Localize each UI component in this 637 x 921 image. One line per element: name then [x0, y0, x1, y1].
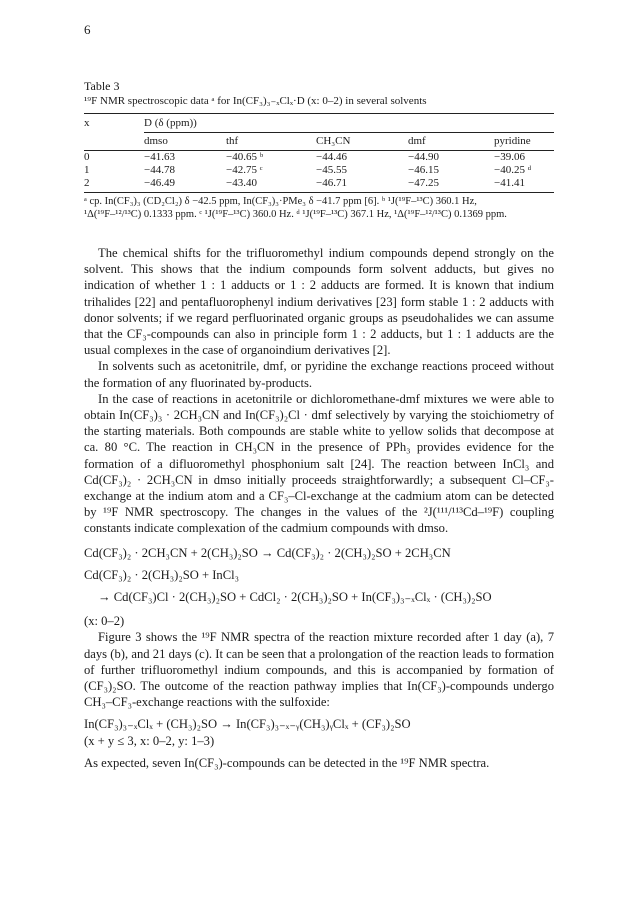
table-cell: −46.49: [144, 177, 175, 189]
table-row: [84, 151, 554, 164]
equation-condition: (x: 0–2): [84, 614, 125, 629]
table-cell: 2: [84, 177, 90, 189]
table-cell: −40.65 ᵇ: [226, 151, 264, 163]
table-cell: −45.55: [316, 164, 347, 176]
table-cell: −43.40: [226, 177, 257, 189]
table-cell: −44.90: [408, 151, 439, 163]
equation: In(CF₃)₃₋ₓClₓ + (CH₃)₂SO → In(CF₃)₃₋ₓ₋ᵧ(CH₃)ᵧClₓ + (CF₃)₂SO: [84, 717, 411, 732]
table-cell: −42.75 ᶜ: [226, 164, 263, 176]
table-cell: 0: [84, 151, 90, 163]
body-text: [84, 245, 554, 771]
solvent-header: pyridine: [494, 135, 531, 147]
equation-condition: (x + y ≤ 3, x: 0–2, y: 1–3): [84, 733, 215, 748]
table-footnote: ᵃ cp. In(CF₃)₃ (CD₂Cl₂) δ −42.5 ppm, In(CF₃)₃·PMe₃ δ −41.7 ppm [6]. ᵇ ¹J(¹⁹F–¹³C) 360.1 Hz,: [84, 196, 477, 207]
equation: Cd(CF₃)₂ · 2CH₃CN + 2(CH₃)₂SO → Cd(CF₃)₂ · 2(CH₃)₂SO + 2CH₃CN: [84, 545, 451, 560]
table-cell: −40.25 ᵈ: [494, 164, 532, 176]
table-cell: −44.78: [144, 164, 175, 176]
table-top-rule: [84, 113, 554, 114]
table-title: Table 3: [84, 79, 120, 93]
solvent-header: dmso: [144, 135, 168, 147]
solvent-header: dmf: [408, 135, 426, 147]
table-row: [84, 164, 554, 177]
paragraph: The chemical shifts for the trifluoromethyl indium compounds depend strongly on the solvent. This shows that the indium compounds form solvent adducts, but gives no indication of whether 1 : 1 adducts or 1 : 2 adducts are formed. It is known that indium trihalides [22] and pentafluorophenyl indium derivatives [23] form stable 1 : 2 adducts with donor solvents; if we regard perfluorinated organic groups as pseudohalides we can assume that the CF₃-compounds can also in principle form 1 : 2 adducts, but 1 : 1 adducts are the usual complexes in the case of organoindium derivatives [2].: [84, 246, 554, 358]
header-x: x: [84, 117, 90, 129]
table-cell: −41.41: [494, 177, 525, 189]
solvent-header: thf: [226, 135, 239, 147]
table-cell: −47.25: [408, 177, 439, 189]
paragraph: Figure 3 shows the ¹⁹F NMR spectra of the reaction mixture recorded after 1 day (a), 7 days (b), and 21 days (c). It can be seen that a prolongation of the reaction leads to formation of further trifluoromethyl indium compounds, and this is accompanied by formation of (CF₃)₂SO. The outcome of the reaction pathway implies that In(CF₃)-compounds undergo CH₃–CF₃-exchange reactions with the sulfoxide:: [84, 630, 554, 710]
table-row: [84, 177, 554, 190]
table-cell: −39.06: [494, 151, 525, 163]
header-subrule: [144, 132, 554, 133]
paragraph: As expected, seven In(CF₃)-compounds can be detected in the ¹⁹F NMR spectra.: [84, 755, 490, 770]
nmr-table: [84, 80, 554, 221]
table-bottom-rule: [84, 192, 554, 193]
solvent-header-row: [84, 135, 554, 148]
table-cell: −46.71: [316, 177, 347, 189]
table-cell: 1: [84, 164, 90, 176]
table-cell: −41.63: [144, 151, 175, 163]
table-footnote: ¹Δ(¹⁹F–¹²/¹³C) 0.1333 ppm. ᶜ ¹J(¹⁹F–¹³C) 360.0 Hz. ᵈ ¹J(¹⁹F–¹³C) 367.1 Hz, ¹Δ(¹⁹F–¹²/¹³C) 0.1369 ppm.: [84, 209, 507, 220]
equation: → Cd(CF₃)Cl · 2(CH₃)₂SO + CdCl₂ · 2(CH₃)₂SO + In(CF₃)₃₋ₓClₓ · (CH₃)₂SO: [98, 590, 492, 605]
paragraph: In the case of reactions in acetonitrile or dichloromethane-dmf mixtures we were able to obtain In(CF₃)₃ · 2CH₃CN and In(CF₃)₂Cl · dmf selectively by varying the stoichiometry of the starting materials. Both compounds are stable white to yellow solids that decompose at ca. 80 °C. The reaction in CH₃CN in the presence of PPh₃ provides evidence for the formation of a difluoromethyl phosphonium salt [24]. The reaction between InCl₃ and Cd(CF₃)₂ · 2CH₃CN in dmso initially proceeds straightforwardly; a subsequent Cl–CF₃-exchange at the indium atom and a CF₃–Cl-exchange at the cadmium atom can be detected by ¹⁹F NMR spectroscopy. The changes in the values of the ²J(¹¹¹/¹¹³Cd–¹⁹F) coupling constants indicate complexation of the cadmium compounds with dmso.: [84, 391, 554, 536]
page-number: 6: [84, 22, 91, 37]
paragraph: In solvents such as acetonitrile, dmf, or pyridine the exchange reactions proceed without the formation of any fluorinated by-products.: [84, 359, 554, 390]
table-cell: −46.15: [408, 164, 439, 176]
header-group: D (δ (ppm)): [144, 117, 197, 129]
equation: Cd(CF₃)₂ · 2(CH₃)₂SO + InCl₃: [84, 567, 239, 582]
solvent-header: CH₃CN: [316, 135, 351, 147]
table-cell: −44.46: [316, 151, 347, 163]
table-header-row: [84, 117, 554, 130]
table-caption: ¹⁹F NMR spectroscopic data ᵃ for In(CF₃)₃₋ₓClₓ·D (x: 0–2) in several solvents: [84, 95, 427, 107]
